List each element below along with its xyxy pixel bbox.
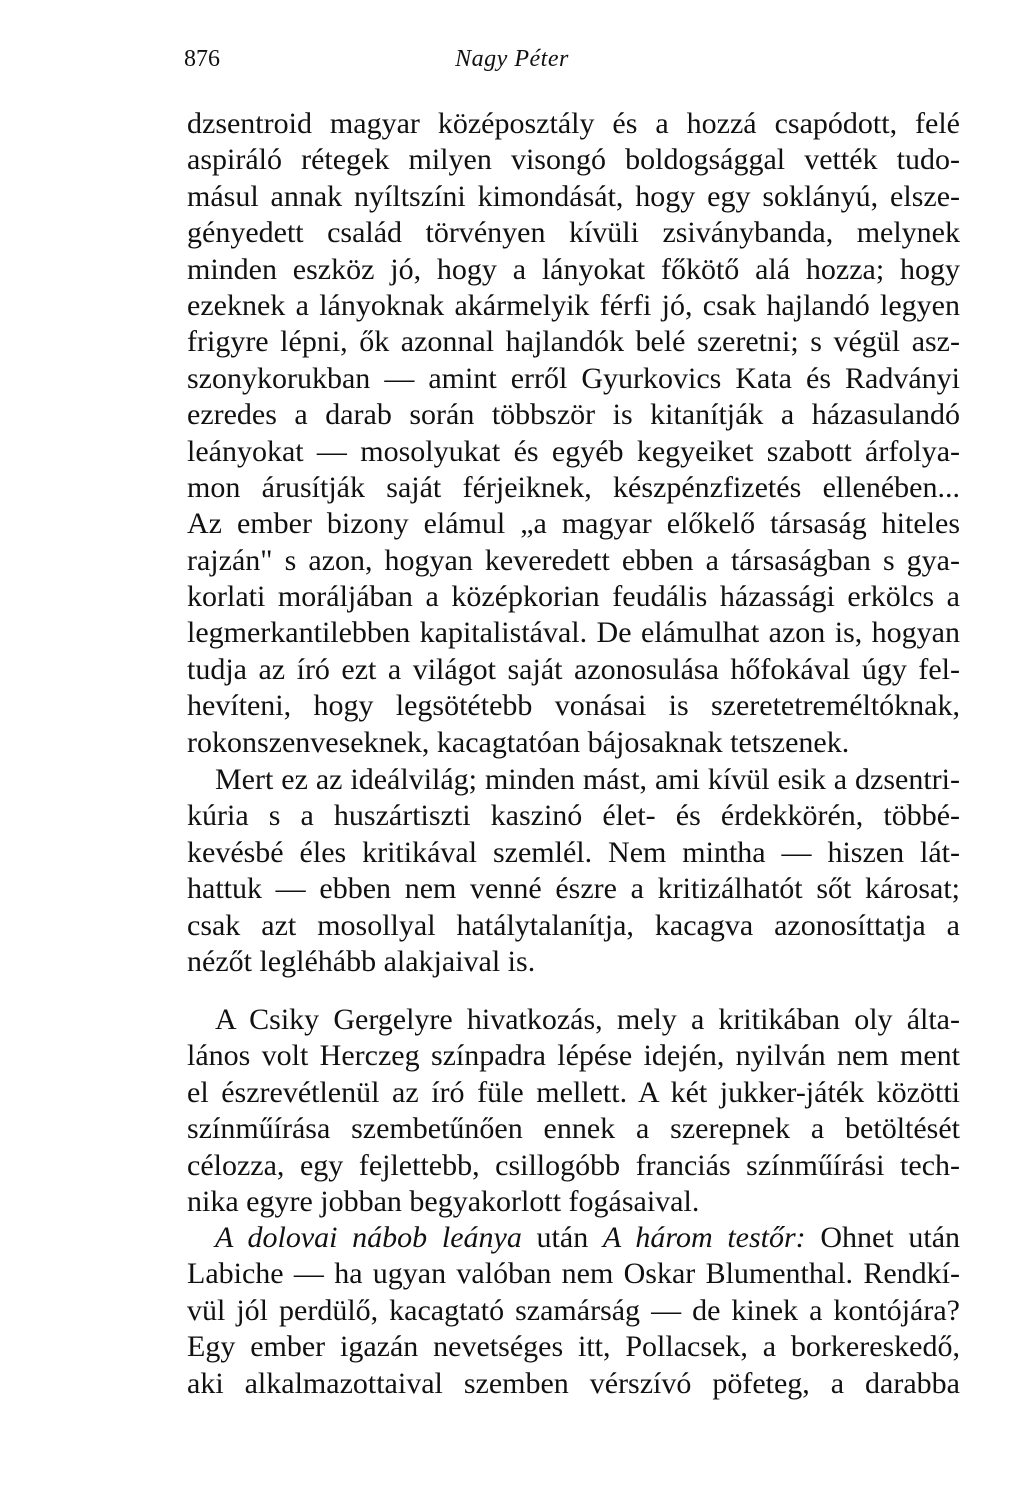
text-line: célozza, egy fejlettebb, csillogóbb franciás színműírási tech-	[187, 1148, 960, 1182]
paragraph-4	[187, 1220, 960, 1402]
text-line: leányokat — mosolyukat és egyéb kegyeiket szabott árfolya-	[187, 434, 960, 468]
paragraph-3	[187, 1002, 960, 1220]
text-line: gényedett család törvényen kívüli zsiványbanda, melynek	[187, 216, 960, 250]
text-line: szonykorukban — amint erről Gyurkovics Kata és Radványi	[187, 361, 960, 395]
text-line: legmerkantilebben kapitalistával. De elámulhat azon is, hogyan	[187, 616, 960, 650]
text-line: aki alkalmazottaival szemben vérszívó pöfeteg, a darabba	[187, 1366, 960, 1400]
paragraph-2	[187, 762, 960, 980]
text-line: Labiche — ha ugyan valóban nem Oskar Blumenthal. Rendkí-	[187, 1257, 960, 1291]
text-line: hattuk — ebben nem venné észre a kritizálhatót sőt károsat;	[187, 872, 960, 906]
text-line: mon árusítják saját férjeiknek, készpénzfizetés ellenében...	[187, 470, 960, 504]
text-line: frigyre lépni, ők azonnal hajlandók belé szeretni; s végül asz-	[187, 325, 960, 359]
paragraph-1	[187, 106, 960, 761]
text-line: másul annak nyíltszíni kimondását, hogy egy soklányú, elsze-	[187, 179, 960, 213]
text-segment: Ohnet után	[820, 1221, 961, 1254]
italic-title: A dolovai nábob leánya	[215, 1221, 522, 1254]
text-line	[187, 1220, 960, 1256]
text-line: aspiráló rétegek milyen visongó boldogsággal vették tudo-	[187, 143, 960, 177]
text-line: nika egyre jobban begyakorlott fogásaival.	[187, 1184, 700, 1218]
text-line: hevíteni, hogy legsötétebb vonásai is szeretetreméltóknak,	[187, 689, 960, 723]
text-line: Az ember bizony elámul „a magyar előkelő társaság hiteles	[187, 507, 960, 541]
text-line: el észrevétlenül az író füle mellett. A két jukker-játék közötti	[187, 1075, 960, 1109]
text-line: dzsentroid magyar középosztály és a hozzá csapódott, felé	[187, 107, 960, 140]
text-line: vül jól perdülő, kacagtató szamárság — de kinek a kontójára?	[187, 1293, 960, 1327]
text-line: ezredes a darab során többször is kitanítják a házasulandó	[187, 398, 960, 432]
text-line: minden eszköz jó, hogy a lányokat főkötő alá hozza; hogy	[187, 252, 960, 286]
italic-title: A három testőr:	[602, 1221, 806, 1254]
page-number: 876	[184, 46, 220, 72]
running-head: Nagy Péter	[455, 46, 569, 72]
text-line: ezeknek a lányoknak akármelyik férfi jó, csak hajlandó legyen	[187, 288, 960, 322]
text-line: kevésbé éles kritikával szemlél. Nem mintha — hiszen lát-	[187, 835, 960, 869]
text-line: lános volt Herczeg színpadra lépése idején, nyilván nem ment	[187, 1039, 960, 1073]
text-line: Egy ember igazán nevetséges itt, Pollacsek, a borkereskedő,	[187, 1330, 960, 1364]
text-line: A Csiky Gergelyre hivatkozás, mely a kritikában oly álta-	[215, 1003, 960, 1036]
text-line: csak azt mosollyal hatálytalanítja, kacagva azonosíttatja a	[187, 908, 960, 942]
text-line: tudja az író ezt a világot saját azonosulása hőfokával úgy fel-	[187, 652, 960, 686]
text-line: Mert ez az ideálvilág; minden mást, ami kívül esik a dzsentri-	[215, 763, 960, 796]
text-line: színműírása szembetűnően ennek a szerepnek a betöltését	[187, 1112, 960, 1146]
text-line: nézőt legléhább alakjaival is.	[187, 944, 536, 978]
text-segment: után	[536, 1221, 589, 1254]
text-line: kúria s a huszártiszti kaszinó élet- és érdekkörén, többé-	[187, 799, 960, 833]
text-line: korlati moráljában a középkorian feudális házassági erkölcs a	[187, 580, 960, 614]
text-line: rokonszenveseknek, kacagtatóan bájosaknak tetszenek.	[187, 725, 850, 759]
text-line: rajzán" s azon, hogyan keveredett ebben a társaságban s gya-	[187, 543, 960, 577]
